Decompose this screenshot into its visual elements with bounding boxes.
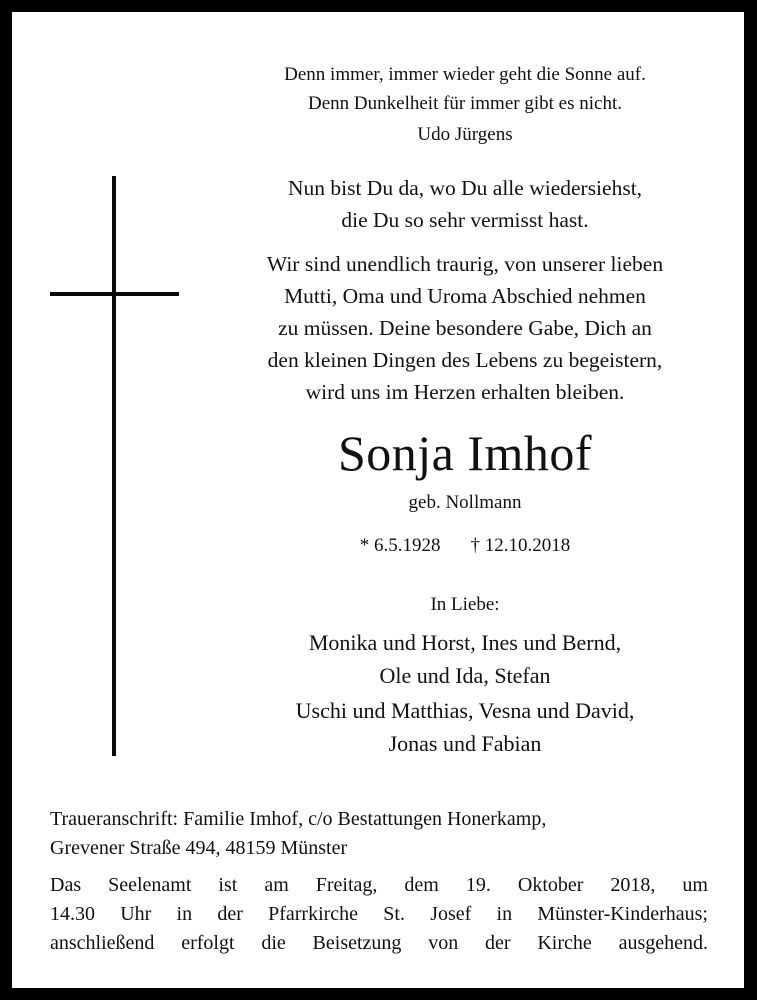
- service-line: 14.30 Uhr in der Pfarrkirche St. Josef in Münster-Kinderhaus;: [50, 903, 708, 925]
- quote-line: Denn Dunkelheit für immer gibt es nicht.: [308, 93, 622, 114]
- life-dates: [198, 533, 732, 559]
- message-line: zu müssen. Deine besondere Gabe, Dich an: [278, 316, 652, 340]
- cross-icon-vertical-bar: [112, 176, 116, 756]
- mourning-address: [50, 805, 708, 863]
- mourner-line: Ole und Ida, Stefan: [379, 663, 551, 688]
- message-block: [198, 248, 732, 408]
- mourner-line: Jonas und Fabian: [388, 731, 542, 756]
- mourner-line: Monika und Horst, Ines und Bernd,: [308, 630, 622, 655]
- verse-line: Nun bist Du da, wo Du alle wiedersiehst,: [287, 176, 643, 200]
- address-line: Grevener Straße 494, 48159 Münster: [50, 837, 348, 859]
- deceased-name: Sonja Imhof: [337, 425, 593, 481]
- verse-block: [198, 172, 732, 236]
- quote-block: [198, 60, 732, 149]
- obituary-notice: [12, 12, 744, 988]
- mourner-line: Uschi und Matthias, Vesna und David,: [295, 698, 635, 723]
- message-line: wird uns im Herzen erhalten bleiben.: [305, 380, 625, 404]
- mourners-heading: In Liebe:: [430, 594, 500, 615]
- message-line: den kleinen Dingen des Lebens zu begeistern,: [267, 348, 663, 372]
- address-line: Traueranschrift: Familie Imhof, c/o Bestattungen Honerkamp,: [50, 808, 547, 830]
- birth-date: * 6.5.1928: [359, 535, 441, 556]
- quote-line: Denn immer, immer wieder geht die Sonne auf.: [284, 64, 646, 85]
- message-line: Wir sind unendlich traurig, von unserer lieben: [266, 252, 664, 276]
- mourners-group-2: [198, 694, 732, 760]
- verse-line: die Du so sehr vermisst hast.: [341, 208, 589, 232]
- maiden-name: geb. Nollmann: [408, 492, 522, 513]
- quote-author: Udo Jürgens: [417, 124, 513, 145]
- mourners-group-1: [198, 626, 732, 692]
- death-date: † 12.10.2018: [470, 535, 571, 556]
- service-line: anschließend erfolgt die Beisetzung von der Kirche ausgehend.: [50, 932, 708, 954]
- service-info: [50, 871, 708, 958]
- service-line: Das Seelenamt ist am Freitag, dem 19. Oktober 2018, um: [50, 874, 708, 896]
- message-line: Mutti, Oma und Uroma Abschied nehmen: [284, 284, 646, 308]
- cross-icon-horizontal-bar: [50, 292, 179, 296]
